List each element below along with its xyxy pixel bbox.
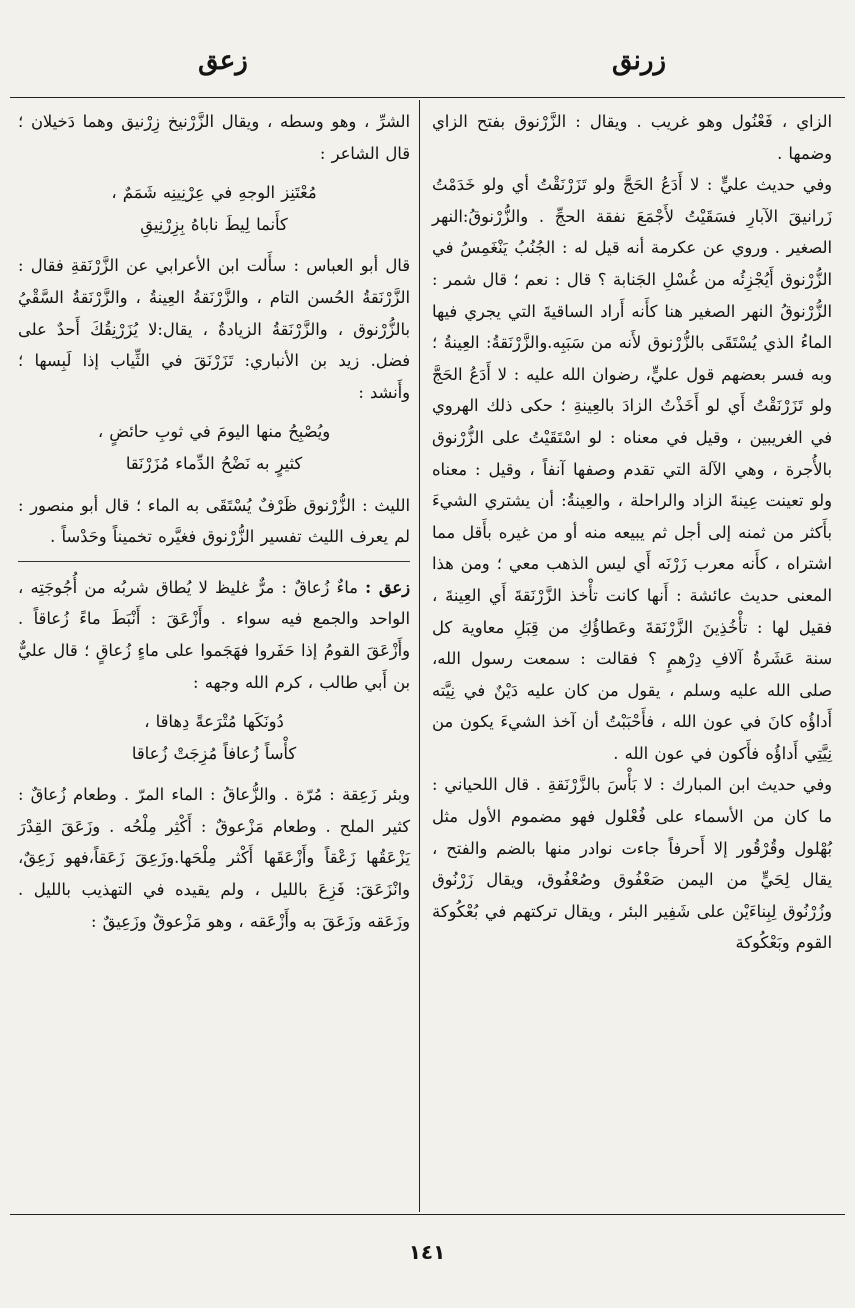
- bottom-rule: [10, 1214, 845, 1215]
- right-column: [432, 106, 832, 959]
- left-paragraph-5: وبئر زَعِقة : مُرّة . والزُّعاقُ : الماء المرّ . وطعام زُعاقٌ : كثير الملح . وطعام مَزْعوقٌ : أَكْثِر مِلْحُه . وزَعَقَ القِدْرَ يَزْعَقُها زَعْقاً وأَزْعَقَها أَكْثر مِلْحَها.وزَعِقَ زَعَقاً،فهو زَعِقٌ، وانْزَعَقَ: فَزِعَ بالليل ، ولم يقيده في التهذيب بالليل . وزَعَقه وزَعَقَ به وأَزْعَقه ، وهو مَزْعوقٌ وزَعِيقٌ :: [18, 785, 410, 931]
- left-paragraph-2: قال أبو العباس : سأَلت ابن الأعرابي عن الزَّرْنَقةِ فقال : الزَّرْنَقةُ الحُسن التام ، والزَّرْنَقةُ العِينةُ ، والزَّرْنَقةُ السَّقْيُ بالزُّرْنوق ، والزَّرْنَقةُ الزيادةُ ، يقال:لا يُزَرْنِقُكَ أَحدٌ على فضل. زيد بن الأنباري: تَزَرْنَقَ في الثِّياب إذا لَبِسها ؛ وأَنشد :: [18, 256, 410, 402]
- left-paragraph-3: الليث : الزُّرْنوق ظَرْفٌ يُسْتَقَى به الماء ؛ قال أبو منصور : لم يعرف الليث تفسير الزُّرْنوق فغيَّره تخميناً وحَدْساً .: [18, 495, 410, 547]
- verse-2-line-2: كثيرٍ به نَضْحُ الدِّماء مُزَرْنَقا: [125, 453, 303, 473]
- verse-2: [18, 416, 410, 479]
- column-divider: [419, 100, 420, 1212]
- right-paragraph-3: وفي حديث ابن المبارك : لا بَأْسَ بالزَّرْنَقةِ . قال اللحياني : ما كان من الأسماء على فُعْلول فهو مضموم الأول مثل بُهْلول وقُرْقُور إلا أَحرفاً جاءت نوادر منها بالضم والفتح ، يقال لِحَيٍّ من اليمن صَعْفُوق وصُعْفُوق، ويقال زَرْنُوق وزُرْنُوق لِبِناءَيْن على شَفِير البئر ، ويقال تركتهم في بُعْكُوكة القوم وبَعْكُوكة: [432, 775, 832, 953]
- header-left-word: زعق: [198, 46, 248, 76]
- page-number: ١٤١: [408, 1240, 446, 1264]
- verse-3-line-1: دُونَكَها مُتْرَعةً دِهاقا ،: [144, 712, 284, 732]
- verse-3: [18, 706, 410, 769]
- right-paragraph-2: وفي حديث عليٍّ : لا أَدَعُ الحَجَّ ولو تَزَرْنَقْتُ أي ولو خَدَمْتُ زَرانيقَ الآبارِ فسَقَيْتُ لأَجْمَعَ نفقة الحجِّ . والزُّرْنوقُ:النهر الصغير . وروي عن عكرمة أنه قيل له : الجُنُبُ يَنْغَمِسُ في الزُّرْنوق أَيُجْزِئُه من غُسْلِ الجَنابة ؟ قال : نعم ؛ قال شمر : الزُّرْنوقُ النهر الصغير هنا كأَنه أَراد الساقيةَ التي يجري فيها الماءُ الذي يُسْتَقَى بالزُّرْنوق لأَنه من سَبَبِه.والزَّرْنَقةُ: العِينةُ ؛ وبه فسر بعضهم قول عليٍّ، رضوان الله عليه : لا أَدَعُ الحَجَّ ولو تَزَرْنَقْتُ أَي لو أَخَذْتُ الزادَ بالعِينةِ ؛ حكى ذلك الهروي في الغريبين ، وقيل في معناه : لو اسْتَقَيْتُ على الزُّرْنوق بالأُجرة ، وهي الآلة التي تقدم وصفها آنفاً ، وقيل : معناه ولو تعينت عِينةَ الزاد والراحلة ، والعِينةُ: أن يشتري الشيءَ بأَكثر من ثمنه إلى أجل ثم يبيعه منه أو من غيره بأَقل مما اشتراه ، كأَنه معرب زَرْنَه أَي ليس الذهب معي ؛ ومن هذا المعنى حديث عائشة : أَنها كانت تأْخذ الزَّرْنَقةَ أَي العِينةَ ، فقيل لها : تأْخُذِينَ الزَّرْنَقةَ وعَطاؤُكِ من قِبَلِ معاوية كل سنة عَشَرةُ آلافِ دِرْهمٍ ؟ فقالت : سمعت رسول الله، صلى الله عليه وسلم ، يقول من كان عليه دَيْنٌ في نِيَّته أَداؤُه كانَ في عون الله ، فأَحْبَبْتُ أن آخذ الشيءَ يكون من نِيَّتِي أَداؤُه فأَكون في عون الله .: [432, 175, 832, 763]
- verse-2-line-1: ويُصْبِحُ منها اليومَ في ثوبِ حائضٍ ،: [97, 422, 331, 442]
- right-paragraph-1: الزاي ، فَعْنُول وهو غريب . ويقال : الزَّرْنوق بفتح الزاي وضمها .: [432, 112, 832, 163]
- entry-headword: زعق :: [365, 577, 410, 597]
- left-column: [18, 106, 410, 937]
- verse-1-line-2: كأَنما لِيطَ ناباهُ بِزِرْنِيقِ: [140, 214, 288, 234]
- left-paragraph-4: [18, 572, 410, 698]
- entry-separator: [18, 561, 410, 562]
- verse-1: [18, 177, 410, 240]
- header-right-word: زرنق: [611, 46, 667, 76]
- left-paragraph-1: الشرِّ ، وهو وسطه ، ويقال الزَّرْنيخ زِرْنيق وهما دَخيلان ؛ قال الشاعر :: [18, 112, 410, 163]
- entry-definition: ماءٌ زُعاقٌ : مرٌّ غليظ لا يُطاق شربُه من أُجُوجَتِه ، الواحد والجمع فيه سواء . وأَزْعَقَ : أَنْبَطَ ماءً زُعاقاً . وأَزْعَقَ القومُ إذا حَفَروا فهَجَموا على ماءٍ زُعاقٍ ؛ قال عليٌّ بن أَبي طالب ، كرم الله وجهه :: [18, 577, 410, 692]
- verse-1-line-1: مُعْتَنِز الوجهِ في عِرْنِينِه شَمَمٌ ،: [111, 183, 317, 203]
- verse-3-line-2: كأْساً زُعافاً مُزِجَتْ زُعاقا: [131, 743, 297, 763]
- top-rule: [10, 97, 845, 98]
